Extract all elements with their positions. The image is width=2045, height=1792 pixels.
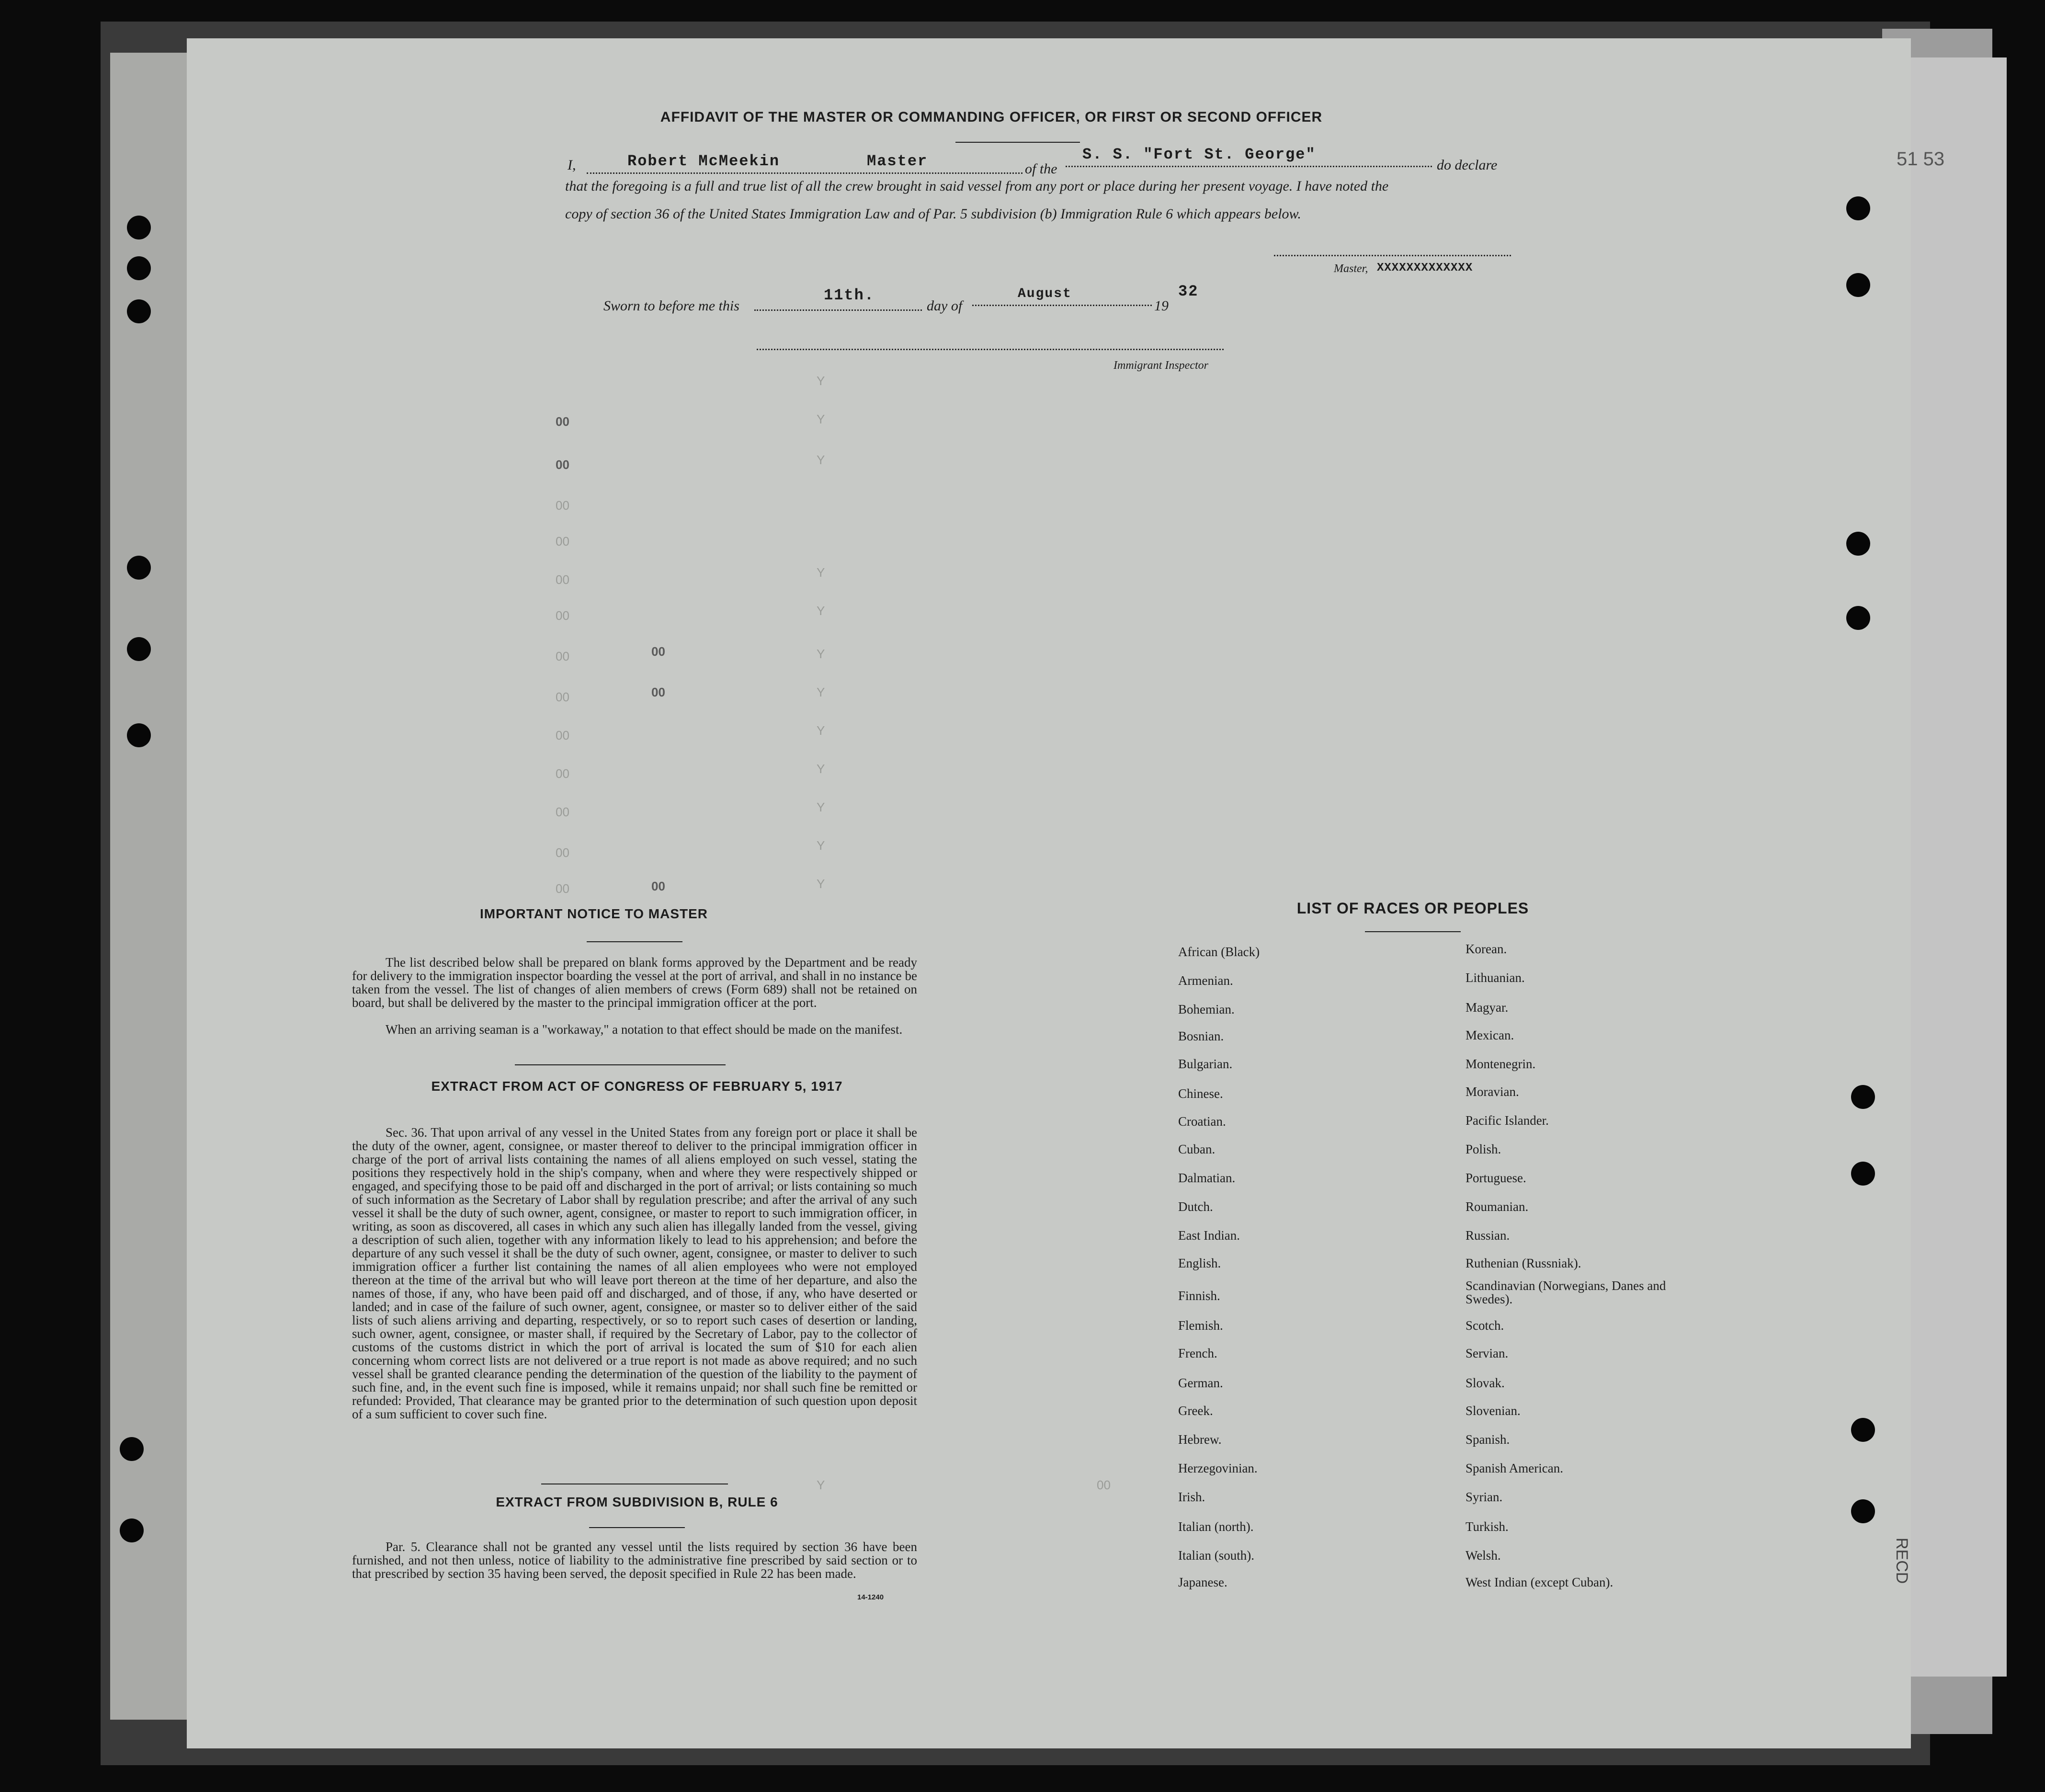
race-item: Spanish American.: [1466, 1461, 1563, 1475]
race-item: Irish.: [1178, 1490, 1205, 1504]
act-extract-text: Sec. 36. That upon arrival of any vessel in the United States from any foreign port or place it shall be the duty of the owner, agent, consignee, or master thereof to deliver to the principal immigration officer in charge of the port of arrival lists containing the names of all aliens employed on such vessel, stating the positions they respectively hold in the ship's company, when and where they were respectively shipped or engaged, and specifying those to be paid off and discharged in the port of arrival; or lists containing so much of such information as the Secretary of Labor shall by regulation prescribe; and after the arrival of any such vessel it shall be the duty of such owner, agent, consignee, or master to report to such immigration officer, in writing, as soon as discovered, all cases in which any such alien has illegally landed from the vessel, giving a description of such alien, together with any information likely to lead to his apprehension; and before the departure of any such vessel it shall be the duty of such owner, agent, consignee, or master to deliver to such immigration officer a further list containing the names of all alien employees who were not employed thereon at the time of the arrival but who will leave port thereon at the time of her departure, and also the names of those, if any, who have been paid off and discharged, and of those, if any, who have deserted or landed; and in case of the failure of such owner, agent, consignee, or master so to deliver either of the said lists of such aliens arriving and departing, respectively, or so to report such cases of desertion or landing, such owner, agent, consignee, or master shall, if required by the Secretary of Labor, pay to the collector of customs of the customs district in which the port of arrival is located the sum of $10 for each alien concerning whom correct lists are not delivered or a true report is not made as above required; and no such vessel shall be granted clearance pending the determination of the question of the liability to the payment of such fine, and, in the event such fine is imposed, while it remains unpaid; nor shall such fine be remitted or refunded: Provided, That clearance may be granted prior to the determination of such question upon deposit of a sum sufficient to cover such fine.: [352, 1125, 917, 1421]
day-of-label: day of: [927, 298, 963, 314]
race-item: Greek.: [1178, 1404, 1213, 1418]
race-item: Italian (north).: [1178, 1519, 1254, 1534]
race-item: Magyar.: [1466, 1000, 1509, 1015]
binding-hole-icon: [127, 216, 151, 240]
vessel-field-line: [1066, 166, 1432, 167]
race-item: Armenian.: [1178, 973, 1233, 988]
section-divider: [515, 1064, 726, 1065]
race-item: East Indian.: [1178, 1228, 1240, 1243]
name-field-line: [587, 172, 1022, 174]
race-item: Russian.: [1466, 1228, 1510, 1243]
officer-rank-value: Master: [867, 152, 928, 170]
sworn-label: Sworn to before me this: [603, 298, 739, 314]
binding-hole-icon: [1851, 1499, 1875, 1523]
binding-hole-icon: [1846, 532, 1870, 556]
year-prefix: 19: [1154, 298, 1169, 314]
race-item: Spanish.: [1466, 1432, 1510, 1447]
race-item: African (Black): [1178, 945, 1260, 959]
binding-hole-icon: [127, 723, 151, 747]
race-item: Italian (south).: [1178, 1548, 1254, 1563]
affidavit-title: AFFIDAVIT OF THE MASTER OR COMMANDING OFFICER, OR FIRST OR SECOND OFFICER: [660, 109, 1323, 125]
notice-paragraph-1: The list described below shall be prepared on blank forms approved by the Department and be ready for delivery to the immigration inspector boarding the vessel at the port of arrival, and shall in no instance be taken from the vessel. The list of changes of alien members of crews (Form 689) shall not be retained on board, but shall be delivered by the master to the principal immigration officer at the port.: [352, 955, 917, 1010]
race-item: French.: [1178, 1346, 1217, 1360]
inspector-signature-line: [757, 349, 1224, 350]
rule-extract-title: EXTRACT FROM SUBDIVISION B, RULE 6: [496, 1495, 778, 1509]
do-declare-label: do declare: [1437, 157, 1498, 173]
race-item: Slovenian.: [1466, 1404, 1521, 1418]
binding-hole-icon: [120, 1437, 144, 1461]
race-item: Chinese.: [1178, 1086, 1223, 1101]
sworn-month-line: [972, 305, 1152, 306]
year-suffix-value: 32: [1178, 283, 1199, 300]
scan-backing-sheet-edge-light: [1911, 57, 2007, 1677]
race-item: Japanese.: [1178, 1575, 1227, 1589]
master-label: Master,: [1334, 263, 1368, 275]
race-item: Herzegovinian.: [1178, 1461, 1258, 1475]
race-item: Hebrew.: [1178, 1432, 1222, 1447]
rule-extract-text: Par. 5. Clearance shall not be granted any vessel until the lists required by section 36 have been furnished, and not then unless, notice of liability to the administrative fine prescribed by said section or to that prescribed by section 35 having been served, the deposit specified in Rule 22 has been made.: [352, 1540, 917, 1581]
race-item: Korean.: [1466, 942, 1507, 956]
affidavit-line-3: copy of section 36 of the United States Immigration Law and of Par. 5 subdivision (b) Immigration Rule 6 which appears below.: [565, 206, 1301, 222]
master-signature-line: [1274, 255, 1511, 256]
race-item: Croatian.: [1178, 1114, 1226, 1129]
inspector-label: Immigrant Inspector: [1113, 359, 1208, 372]
race-item: Flemish.: [1178, 1318, 1223, 1333]
race-item: German.: [1178, 1376, 1223, 1390]
race-item: West Indian (except Cuban).: [1466, 1575, 1613, 1589]
races-divider: [1365, 931, 1461, 932]
race-item: Ruthenian (Russniak).: [1466, 1256, 1581, 1270]
binding-hole-icon: [127, 299, 151, 323]
race-item: Mexican.: [1466, 1028, 1514, 1042]
vessel-name-value: S. S. "Fort St. George": [1082, 146, 1316, 163]
race-item: Cuban.: [1178, 1142, 1216, 1156]
binding-hole-icon: [1846, 606, 1870, 630]
race-item: Finnish.: [1178, 1289, 1220, 1303]
race-item: Slovak.: [1466, 1376, 1505, 1390]
race-item: English.: [1178, 1256, 1221, 1270]
binding-hole-icon: [1851, 1418, 1875, 1442]
notice-title: IMPORTANT NOTICE TO MASTER: [479, 906, 708, 921]
of-the-label: of the: [1025, 161, 1057, 177]
race-item: Lithuanian.: [1466, 970, 1525, 985]
sworn-day-value: 11th.: [824, 286, 875, 304]
binding-hole-icon: [1846, 273, 1870, 297]
race-item: Dutch.: [1178, 1199, 1213, 1214]
officer-name-value: Robert McMeekin: [627, 152, 780, 170]
race-item: Bosnian.: [1178, 1029, 1224, 1043]
section-divider: [589, 1527, 685, 1528]
act-extract-title: EXTRACT FROM ACT OF CONGRESS OF FEBRUARY 5, 1917: [431, 1079, 843, 1094]
race-item: Scotch.: [1466, 1318, 1504, 1333]
race-item: Polish.: [1466, 1142, 1501, 1156]
race-item: Welsh.: [1466, 1548, 1501, 1563]
binding-hole-icon: [127, 637, 151, 661]
sworn-month-value: August: [1018, 286, 1072, 301]
race-item: Servian.: [1466, 1346, 1509, 1360]
page-number-mark: 51 53: [1897, 148, 1945, 170]
race-item: Portuguese.: [1466, 1171, 1526, 1185]
race-item: Syrian.: [1466, 1490, 1503, 1504]
race-item: Moravian.: [1466, 1084, 1519, 1099]
binding-strip: [110, 53, 187, 1720]
binding-hole-icon: [127, 556, 151, 580]
race-item: Roumanian.: [1466, 1199, 1529, 1214]
race-item: Bohemian.: [1178, 1002, 1235, 1016]
binding-hole-icon: [127, 256, 151, 280]
binding-hole-icon: [1851, 1085, 1875, 1109]
sworn-day-line: [754, 309, 922, 311]
notice-divider: [587, 941, 682, 942]
received-stamp: RECD: [1893, 1538, 1911, 1584]
race-item: Turkish.: [1466, 1519, 1509, 1534]
race-item: Dalmatian.: [1178, 1171, 1236, 1185]
race-item: Pacific Islander.: [1466, 1113, 1549, 1128]
affidavit-line-2: that the foregoing is a full and true list of all the crew brought in said vessel from any port or place during her present voyage. I have noted the: [565, 178, 1389, 194]
master-struck-text: XXXXXXXXXXXXX: [1377, 262, 1473, 274]
title-divider: [955, 142, 1080, 143]
binding-hole-icon: [120, 1518, 144, 1542]
binding-hole-icon: [1846, 196, 1870, 220]
affidavit-i-label: I,: [568, 157, 576, 173]
form-number: 14-1240: [857, 1593, 884, 1601]
race-item: Montenegrin.: [1466, 1057, 1536, 1071]
binding-hole-icon: [1851, 1162, 1875, 1186]
notice-paragraph-2: When an arriving seaman is a "workaway," a notation to that effect should be made on the manifest.: [386, 1022, 903, 1037]
race-item: Scandinavian (Norwegians, Danes and Swedes).: [1466, 1278, 1666, 1306]
races-title: LIST OF RACES OR PEOPLES: [1296, 900, 1529, 917]
race-item: Bulgarian.: [1178, 1057, 1233, 1071]
